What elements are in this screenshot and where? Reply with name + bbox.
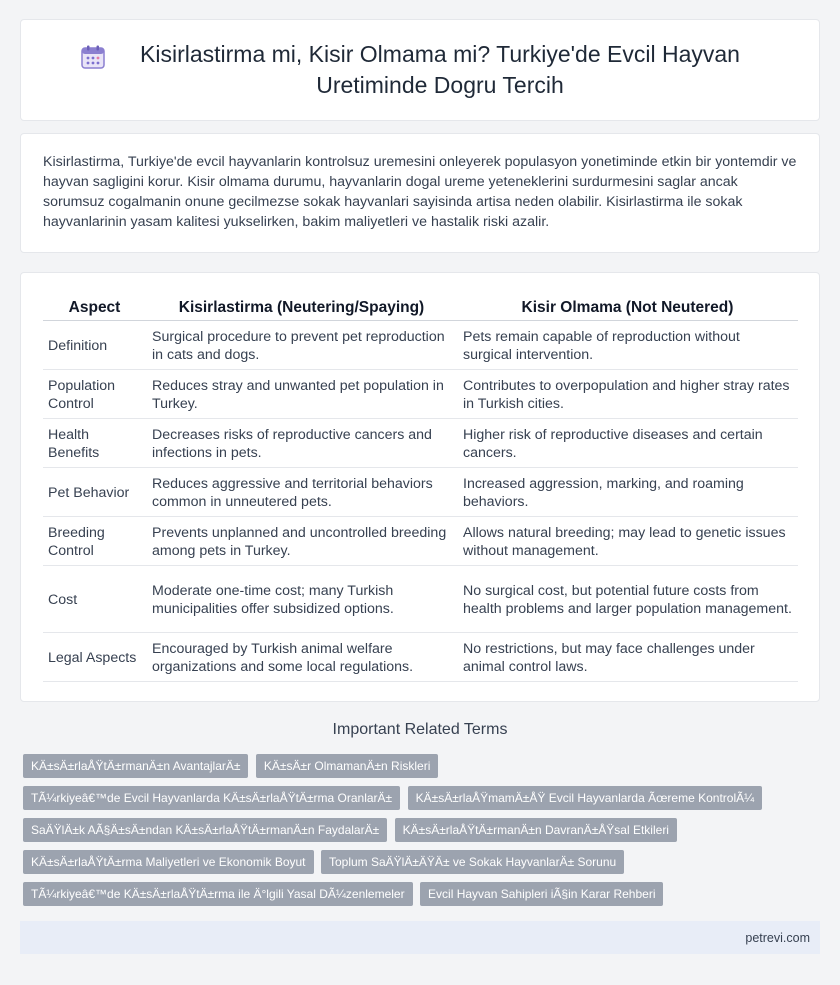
intro-paragraph: Kisirlastirma, Turkiye'de evcil hayvanlarin kontrolsuz uremesini onleyerek populasyon yonetiminde etkin bir yontemdir ve hayvan sagligini korur. Kisir olmama durumu, hayvanlarin dogal ureme yeteneklerini surdurmesini saglar ancak sorumsuz cogalmanin onune gecilmezse sokak hayvanlari sayisinda artisa neden olabilir. Kisirlastirma ile sokak hayvanlarinin yasam kalitesi yukselirken, bakim maliyetleri ve hastalik riski azalir. [43,154,797,230]
related-term-tag[interactable]: KÄ±sÄ±rlaÅŸtÄ±rmanÄ±n AvantajlarÄ± [23,754,248,778]
related-term-tag[interactable]: SaÄŸlÄ±k AÃ§Ä±sÄ±ndan KÄ±sÄ±rlaÅŸtÄ±rmanÄ±n FaydalarÄ± [23,818,387,842]
related-term-tag[interactable]: KÄ±sÄ±rlaÅŸtÄ±rmanÄ±n DavranÄ±ÅŸsal Etkileri [395,818,677,842]
row-not-neutered: Allows natural breeding; may lead to genetic issues without management. [457,517,798,566]
row-not-neutered: Contributes to overpopulation and higher stray rates in Turkish cities. [457,370,798,419]
row-neutered: Decreases risks of reproductive cancers and infections in pets. [146,419,457,468]
footer-site-link[interactable]: petrevi.com [745,930,810,945]
title-card [20,19,820,121]
row-aspect: Breeding Control [43,517,146,566]
table-header-row [43,295,798,321]
table-row [43,321,798,370]
comparison-table [43,295,798,682]
row-not-neutered: No restrictions, but may face challenges under animal control laws. [457,633,798,682]
header-neutered: Kisirlastirma (Neutering/Spaying) [146,295,457,321]
row-not-neutered: No surgical cost, but potential future costs from health problems and larger population management. [457,566,798,633]
page-title: Kisirlastirma mi, Kisir Olmama mi? Turkiye'de Evcil Hayvan Uretiminde Dogru Tercih [140,41,740,98]
table-row [43,468,798,517]
calendar-icon [80,44,106,70]
row-neutered: Reduces aggressive and territorial behaviors common in unneutered pets. [146,468,457,517]
related-term-tag[interactable]: Evcil Hayvan Sahipleri iÃ§in Karar Rehberi [420,882,663,906]
related-term-tag[interactable]: KÄ±sÄ±rlaÅŸtÄ±rma Maliyetleri ve Ekonomik Boyut [23,850,314,874]
related-term-tag[interactable]: TÃ¼rkiyeâ€™de KÄ±sÄ±rlaÅŸtÄ±rma ile Ä°lgili Yasal DÃ¼zenlemeler [23,882,413,906]
row-not-neutered: Increased aggression, marking, and roaming behaviors. [457,468,798,517]
row-neutered: Encouraged by Turkish animal welfare organizations and some local regulations. [146,633,457,682]
row-neutered: Moderate one-time cost; many Turkish municipalities offer subsidized options. [146,566,457,633]
related-terms-list [23,754,813,914]
related-term-tag[interactable]: TÃ¼rkiyeâ€™de Evcil Hayvanlarda KÄ±sÄ±rlaÅŸtÄ±rma OranlarÄ± [23,786,400,810]
row-not-neutered: Higher risk of reproductive diseases and certain cancers. [457,419,798,468]
table-row [43,517,798,566]
row-aspect: Cost [43,566,146,633]
table-row [43,419,798,468]
row-neutered: Prevents unplanned and uncontrolled breeding among pets in Turkey. [146,517,457,566]
row-neutered: Reduces stray and unwanted pet population in Turkey. [146,370,457,419]
row-aspect: Definition [43,321,146,370]
row-aspect: Population Control [43,370,146,419]
table-row [43,566,798,633]
table-row [43,633,798,682]
related-term-tag[interactable]: Toplum SaÄŸlÄ±ÄŸÄ± ve Sokak HayvanlarÄ± Sorunu [321,850,624,874]
title-wrap [80,39,760,101]
header-aspect: Aspect [43,295,146,321]
row-aspect: Legal Aspects [43,633,146,682]
footer [20,921,820,954]
header-not-neutered: Kisir Olmama (Not Neutered) [457,295,798,321]
row-aspect: Health Benefits [43,419,146,468]
related-term-tag[interactable]: KÄ±sÄ±r OlmamanÄ±n Riskleri [256,754,438,778]
comparison-card [20,272,820,702]
row-aspect: Pet Behavior [43,468,146,517]
related-terms-heading: Important Related Terms [332,721,508,738]
intro-card [20,133,820,253]
row-not-neutered: Pets remain capable of reproduction without surgical intervention. [457,321,798,370]
related-term-tag[interactable]: KÄ±sÄ±rlaÅŸmamÄ±ÅŸ Evcil Hayvanlarda Ãœreme KontrolÃ¼ [408,786,763,810]
table-row [43,370,798,419]
row-neutered: Surgical procedure to prevent pet reproduction in cats and dogs. [146,321,457,370]
